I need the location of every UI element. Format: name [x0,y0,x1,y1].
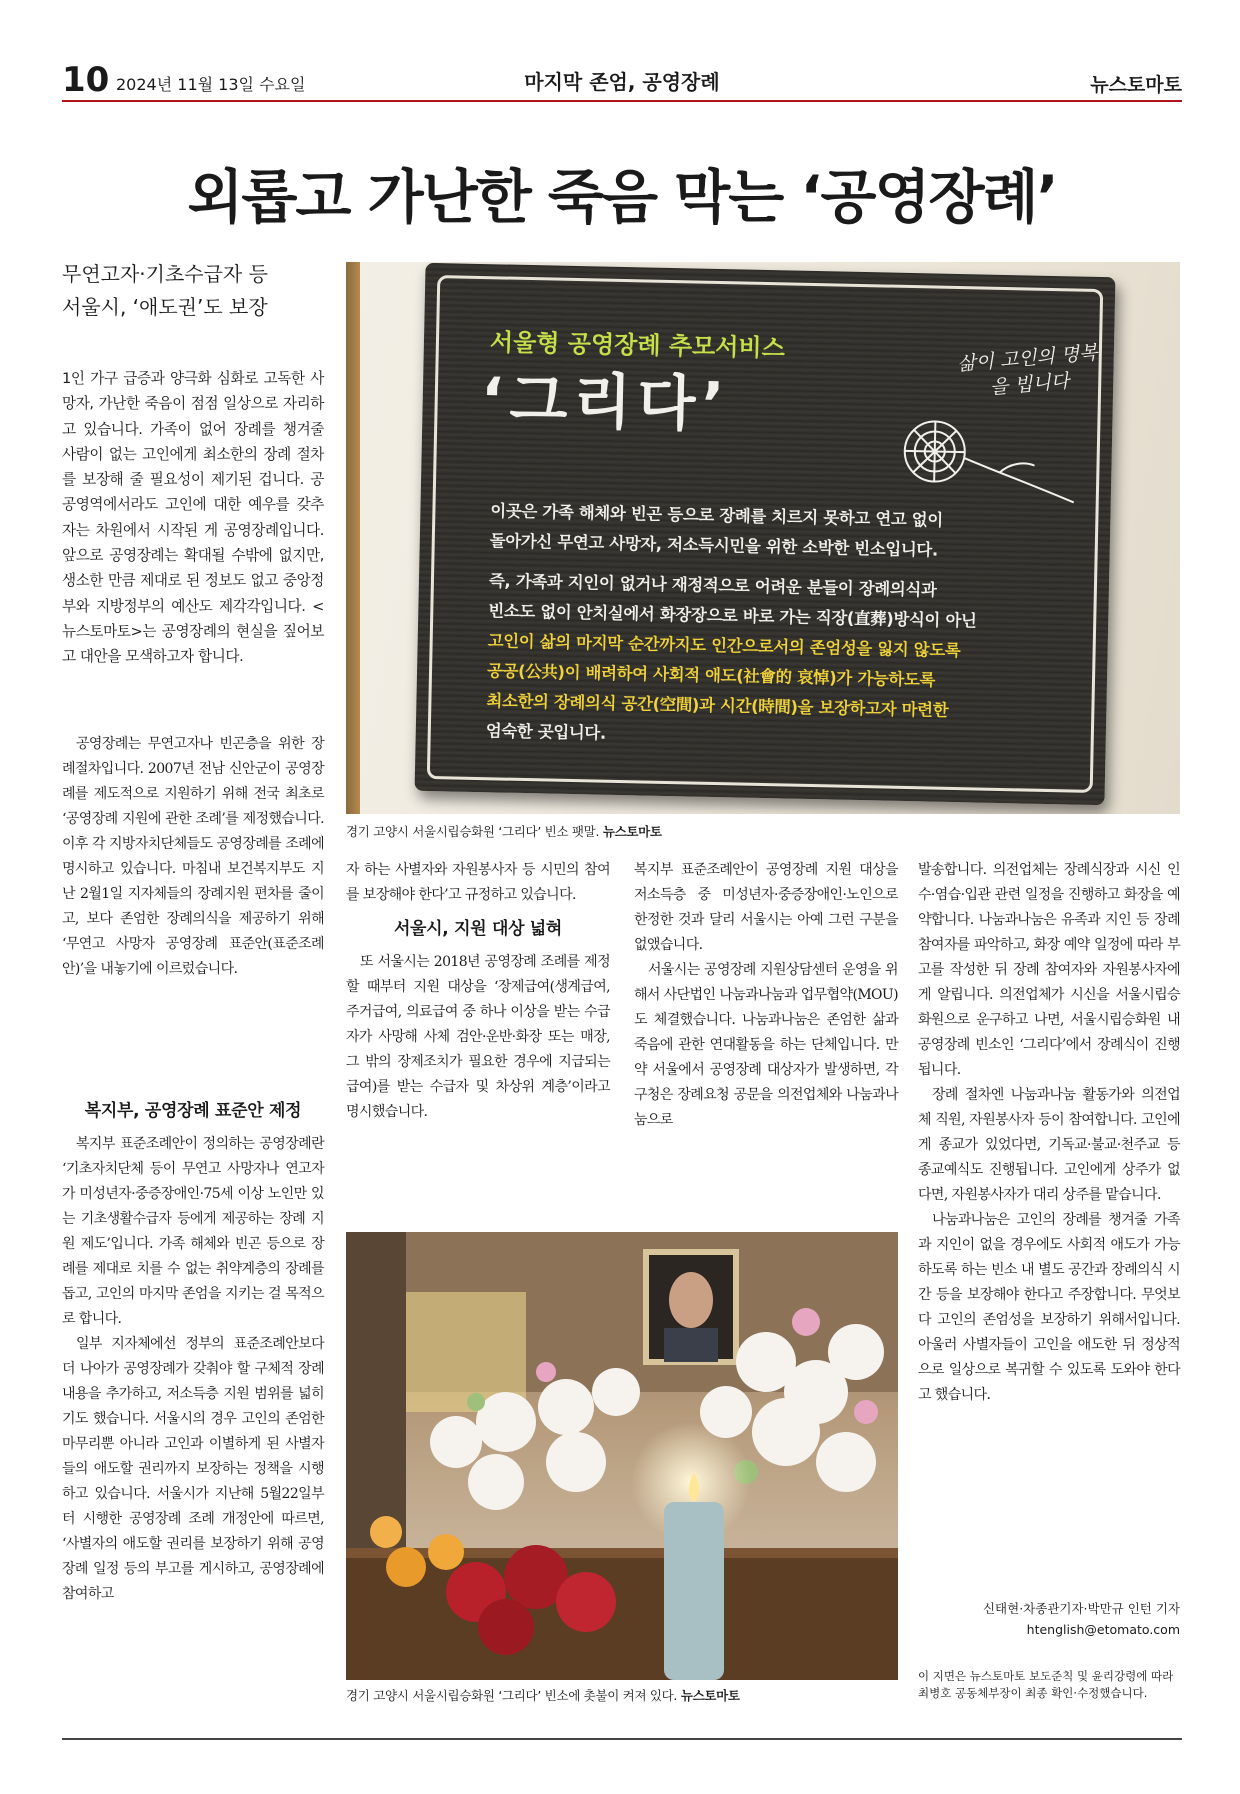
subhead-line: 무연고자·기초수급자 등 [62,262,268,286]
sign-name: ‘그리다’ [480,365,731,441]
column-2 [346,858,610,1125]
altar-illustration [346,1232,898,1680]
body-paragraph: 나눔과나눔은 고인의 장례를 챙겨줄 가족과 지인이 없을 경우에도 사회적 애도가 가능하도록 하는 빈소 내 별도 공간과 장례의식 시간 등을 보장해야 한다고 주장합니다. 무엇보다 고인의 존엄성을 보장하기 위해서입니다. 아울러 사별자들이 고인을 애도한 뒤 정상적으로 일상으로 복귀할 수 있도록 도와야 한다고 했습니다. [918,1212,1180,1403]
door-frame [346,262,360,814]
body-paragraph: 장례 절차엔 나눔과나눔 활동가와 의전업체 직원, 자원봉사자 등이 참여합니다. 고인에게 종교가 있었다면, 기독교·불교·천주교 등 종교예식도 진행됩니다. 고인에게 상주가 없다면, 자원봉사자가 대리 상주를 맡습니다. [918,1087,1180,1203]
byline [918,1598,1180,1640]
subhead-line: 서울시, ‘애도권’도 보장 [62,295,268,319]
body-paragraph: 일부 지자체에선 정부의 표준조례안보다 더 나아가 공영장례가 갖춰야 할 구체적 장례 내용을 추가하고, 저소득층 지원 범위를 넓히기도 했습니다. 서울시의 경우 고인의 존엄한 마무리뿐 아니라 고인과 이별하게 된 사별자들의 애도할 권리까지 보장하는 정책을 시행하고 있습니다. 서울시가 지난해 5월22일부터 시행한 공영장례 조례 개정안에 따르면, ‘사별자의 애도할 권리를 보장하기 위해 공영장례 일정 등의 부고를 게시하고, 공영장례에 참여하고 [62,1336,324,1602]
sign-line: 공공(公共)이 배려하여 사회적 애도(社會的 哀悼)가 가능하도록 [486,661,936,690]
body-paragraph: 복지부 표준조례안이 정의하는 공영장례란 ‘기초자치단체 등이 무연고 사망자나 연고자가 미성년자·중증장애인·75세 이상 노인만 있는 기초생활수급자 등에게 제공하는 장례 지원 제도’입니다. 가족 해체와 빈곤 등으로 장례를 제대로 치를 수 없는 취약계층의 장례를 돕고, 고인의 마지막 존엄을 지키는 걸 목적으로 합니다. [62,1136,324,1327]
caption-source: 뉴스토마토 [602,824,662,839]
sign-line: 엄숙한 곳입니다. [485,721,607,743]
column-1-top [62,732,324,982]
caption-text: 경기 고양시 서울시립승화원 ‘그리다’ 빈소에 촛불이 켜져 있다. [346,1688,678,1703]
sign-text [485,496,1050,758]
photo-caption [346,1686,740,1704]
body-paragraph: 자 하는 사별자와 자원봉사자 등 시민의 참여를 보장해야 한다’고 규정하고 있습니다. [346,862,610,903]
column-3 [634,858,898,1133]
body-paragraph: 복지부 표준조례안이 공영장례 지원 대상을 저소득층 중 미성년자·중증장애인·노인으로 한정한 것과 달리 서울시는 아예 그런 구분을 없앴습니다. [634,862,898,953]
bottom-rule [62,1738,1182,1740]
sign-line: 즉, 가족과 지인이 없거나 재정적으로 어려운 분들이 장례의식과 [488,571,937,600]
photo-caption [346,822,662,840]
sign-line: 돌아가신 무연고 사망자, 저소득시민을 위한 소박한 빈소입니다. [489,531,939,560]
subhead [62,258,332,324]
subheading: 서울시, 지원 대상 넓혀 [393,919,563,939]
body-paragraph: 공영장례는 무연고자나 빈곤층을 위한 장례절차입니다. 2007년 전남 신안군이 공영장례를 제도적으로 지원하기 위해 전국 최초로 ‘공영장례 지원에 관한 조례’를 제정했습니다. 이후 각 지방자치단체들도 공영장례를 조례에 명시하고 있습니다. 마침내 보건복지부도 지난 2월1일 지자체들의 장례지원 편차를 줄이고, 보다 존엄한 장례의식을 제공하기 위해 ‘무연고 사망자 공영장례 표준안(표준조례안)’을 내놓기에 이르렀습니다. [62,736,324,977]
section-title: 마지막 존엄, 공영장례 [524,70,720,94]
caption-source: 뉴스토마토 [680,1688,740,1703]
headline: 외롭고 가난한 죽음 막는 ‘공영장례’ [187,163,1057,231]
sign-script: 삶이 고인의 명복을 빕니다 [956,341,1099,399]
page-number: 10 [62,60,110,100]
column-4 [918,858,1180,1408]
subheading: 복지부, 공영장례 표준안 제정 [84,1101,302,1121]
brand-logo: 뉴스토마토 [1090,74,1182,96]
sign-line: 이곳은 가족 해체와 빈곤 등으로 장례를 치르지 못하고 연고 없이 [490,501,944,530]
body-paragraph: 또 서울시는 2018년 공영장례 조례를 제정할 때부터 지원 대상을 ‘장제급여(생계급여, 주거급여, 의료급여 중 하나 이상을 받는 수급자가 사망해 사체 검안·운반·화장 또는 매장, 그 밖의 장제조치가 필요한 경우에 지급되는 급여)를 받는 수급자 및 차상위 계층’이라고 명시했습니다. [346,954,610,1120]
chrysanthemum-icon [889,401,1081,515]
byline-email: htenglish@etomato.com [1026,1622,1180,1637]
column-1-bottom [62,1090,324,1607]
body-paragraph: 발송합니다. 의전업체는 장례식장과 시신 인수·염습·입관 관련 일정을 진행하고 화장을 예약합니다. 나눔과나눔은 유족과 지인 등 장례 참여자를 파악하고, 화장 예약 일정에 따라 부고를 작성한 뒤 장례 참여자와 자원봉사자에게 알립니다. 의전업체가 시신을 서울시립승화원으로 운구하고 나면, 서울시립승화원 내 공영장례 빈소인 ‘그리다’에서 장례식이 진행됩니다. [918,862,1180,1078]
byline-authors: 신태현·차종관기자·박만규 인턴 기자 [982,1601,1180,1616]
sign-line: 고인이 삶의 마지막 순간까지도 인간으로서의 존엄성을 잃지 않도록 [487,631,961,661]
photo-memorial-sign [346,262,1180,814]
sign-title: 서울형 공영장례 추모서비스 [489,328,786,363]
header-rule [62,100,1182,102]
body-paragraph: 서울시는 공영장례 지원상담센터 운영을 위해서 사단법인 나눔과나눔과 업무협약(MOU)도 체결했습니다. 나눔과나눔은 존엄한 삶과 죽음에 관한 연대활동을 하는 단체입니다. 만약 서울에서 공영장례 대상자가 발생하면, 각 구청은 장례요청 공문을 의전업체와 나눔과나눔으로 [634,962,898,1128]
page-header [62,58,1182,104]
sign-line: 빈소도 없이 안치실에서 화장장으로 바로 가는 직장(直葬)방식이 아닌 [488,601,977,631]
caption-text: 경기 고양시 서울시립승화원 ‘그리다’ 빈소 팻말. [346,824,600,839]
issue-date: 2024년 11월 13일 수요일 [116,75,306,94]
lead-paragraph: 1인 가구 급증과 양극화 심화로 고독한 사망자, 가난한 죽음이 점점 일상으로 자리하고 있습니다. 가족이 없어 장례를 챙겨줄 사람이 없는 고인에게 최소한의 장례 절차를 보장해 줄 필요성이 제기된 겁니다. 공공영역에서라도 고인에 대한 예우를 갖추자는 차원에서 시작된 게 공영장례입니다. 앞으로 공영장례는 확대될 수밖에 없지만, 생소한 만큼 제대로 된 정보도 없고 중앙정부와 지방정부의 예산도 제각각입니다. <뉴스토마토>는 공영장례의 현실을 짚어보고 대안을 모색하고자 합니다. [62,370,324,666]
editorial-notice: 이 지면은 뉴스토마토 보도준칙 및 윤리강령에 따라 최병호 공동체부장이 최종 확인·수정했습니다. [918,1669,1174,1700]
sign-line: 최소한의 장례의식 공간(空間)과 시간(時間)을 보장하고자 마련한 [486,691,949,720]
photo-memorial-altar [346,1232,898,1680]
wooden-sign [415,263,1116,805]
